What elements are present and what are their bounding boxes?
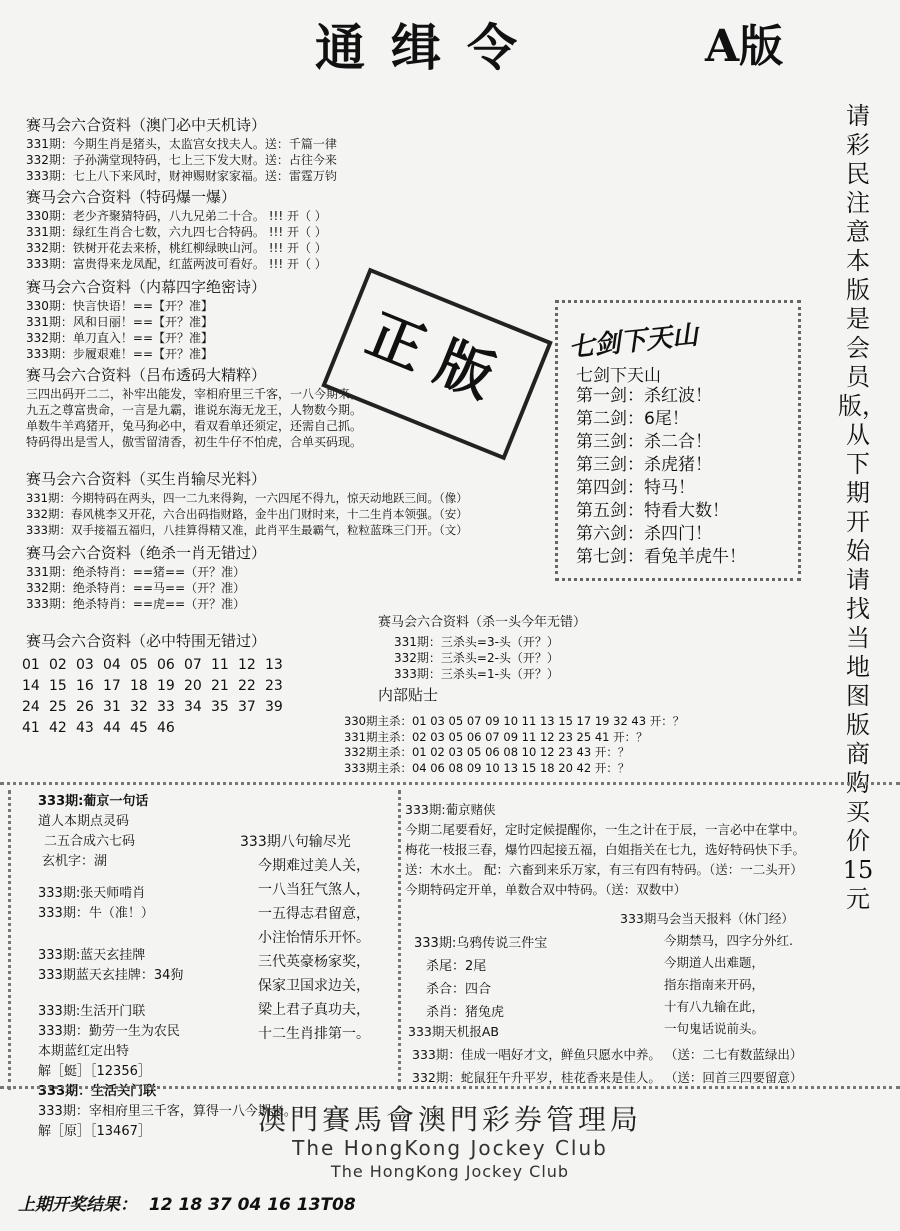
list-item: 一五得志君留意， xyxy=(258,906,370,922)
number-cell: 04 xyxy=(103,657,121,673)
list-item: 第三剑：杀二合！ xyxy=(576,432,712,452)
list-item: 梁上君子真功夫， xyxy=(258,1002,370,1018)
number-cell: 20 xyxy=(184,678,202,694)
list-item: 杀合：四合 xyxy=(426,982,492,997)
section-title: 赛马会六合资料（特码爆一爆） xyxy=(26,188,237,206)
list-item: 333期：步履艰难！==【开？准】 xyxy=(26,347,214,361)
list-item: 第一剑：杀红波！ xyxy=(576,386,712,406)
list-item: 今期二尾要看好，定时定候提醒你，一生之计在于辰，一言必中在掌中。 xyxy=(405,822,806,837)
list-item: 333期：勤劳一生为农民 xyxy=(38,1024,180,1039)
list-item: 第七剑：看兔羊虎牛！ xyxy=(576,547,746,567)
list-item: 333期：宰相府里三千客，算得一八今期来。 xyxy=(38,1104,297,1119)
number-cell: 21 xyxy=(211,678,229,694)
section-insider-tips xyxy=(344,684,685,776)
divider xyxy=(0,1086,900,1089)
section-title: 赛马会六合资料（绝杀一肖无错过） xyxy=(26,544,267,562)
section-tianji-ab xyxy=(408,1020,802,1089)
list-item: 331期：绝杀特肖：==猪==（开？准） xyxy=(26,565,246,579)
section-special-code xyxy=(26,186,327,272)
section-kill-head xyxy=(378,612,586,682)
list-item: 十有八九输在此， xyxy=(664,999,765,1014)
list-item: 一句鬼话说前头。 xyxy=(664,1021,765,1036)
number-cell: 31 xyxy=(103,699,121,715)
block-title: 333期:张天师啃肖 xyxy=(38,886,146,901)
block-title: 333期:葡京一句话 xyxy=(38,794,149,809)
section-title: 赛马会六合资料（吕布透码大精粹） xyxy=(26,366,267,384)
list-item: 332期：铁树开花去来桥，桃红柳绿映山河。 !!! 开（ ） xyxy=(26,241,327,255)
list-item: 333期：双手接福五福归，八挂算得精又准，此肖平生最霸气，粒粒蓝珠三门开。（文） xyxy=(26,523,468,537)
divider xyxy=(398,790,401,1090)
block-title: 333期八句输尽光 xyxy=(240,834,351,850)
list-item: 单数牛羊鸡猪开，兔马狗必中，看双看单还须定，还需自己抓。 xyxy=(26,419,363,433)
list-item: 333期：绝杀特肖：==虎==（开？准） xyxy=(26,597,246,611)
list-item: 332期：绝杀特肖：==马==（开？准） xyxy=(26,581,246,595)
number-cell: 33 xyxy=(157,699,175,715)
list-item: 333期：牛（准！） xyxy=(38,906,154,921)
list-item: 333期主杀：04 06 08 09 10 13 15 18 20 42 开：？ xyxy=(344,760,630,775)
section-special-range xyxy=(26,630,266,652)
seven-swords-box xyxy=(555,300,801,581)
page-title: 通缉令 xyxy=(315,19,543,77)
list-item: 第六剑：杀四门！ xyxy=(576,524,712,544)
list-item: 玄机字：湖 xyxy=(42,854,108,869)
number-cell: 01 xyxy=(22,657,40,673)
list-item: 解［蜓］［12356］ xyxy=(38,1064,151,1079)
last-result xyxy=(18,1190,356,1215)
section-gambler xyxy=(405,800,805,900)
list-item: 第二剑：6尾！ xyxy=(576,409,689,429)
section-title: 赛马会六合资料（杀一头今年无错） xyxy=(378,615,587,630)
section-tianji-poem xyxy=(26,114,337,184)
number-cell: 42 xyxy=(49,720,67,736)
number-cell: 22 xyxy=(238,678,256,694)
list-item: 今期禁马，四字分外红. xyxy=(664,933,793,948)
list-item: 十二生肖排第一。 xyxy=(258,1026,370,1042)
genuine-stamp: 正版 xyxy=(321,268,553,461)
list-item: 指东指南来开码， xyxy=(664,977,765,992)
block-title: 333期天机报AB xyxy=(408,1024,499,1039)
block-title: 333期:生活开门联 xyxy=(38,1004,146,1019)
section-crow-legend xyxy=(414,932,547,1024)
number-cell: 14 xyxy=(22,678,40,694)
block-title: 333期：生活关门联 xyxy=(38,1084,157,1099)
list-item: 333期：佳成一唱好才文，鲜鱼只愿水中养。 （送：二七有数蓝绿出） xyxy=(412,1047,803,1062)
block-title: 333期:葡京赌侠 xyxy=(405,802,496,817)
number-cell: 19 xyxy=(157,678,175,694)
box-subtitle: 七剑下天山 xyxy=(576,366,661,386)
list-item: 332期主杀：01 02 03 05 06 08 10 12 23 43 开：？ xyxy=(344,745,630,759)
list-item: 一八当狂气煞人， xyxy=(258,882,370,898)
number-cell: 32 xyxy=(130,699,148,715)
list-item: 333期蓝天玄挂牌：34狗 xyxy=(38,968,184,983)
number-cell: 07 xyxy=(184,657,202,673)
number-cell: 25 xyxy=(49,699,67,715)
number-cell: 35 xyxy=(211,699,229,715)
section-title: 赛马会六合资料（必中特围无错过） xyxy=(26,632,267,650)
number-cell: 39 xyxy=(265,699,283,715)
section-lubu-code xyxy=(26,364,362,450)
number-cell: 34 xyxy=(184,699,202,715)
edition-label: A版 xyxy=(705,21,784,72)
list-item: 332期：三杀头=2-头（开？） xyxy=(394,651,559,665)
block-title: 333期:蓝天玄挂牌 xyxy=(38,948,146,963)
number-cell: 23 xyxy=(265,678,283,694)
list-item: 特码得出是雪人，傲雪留清香，初生牛仔不怕虎，合单买码现。 xyxy=(26,435,363,449)
list-item: 331期：三杀头=3-头（开？） xyxy=(394,635,559,649)
section-title: 赛马会六合资料（买生肖输尽光料） xyxy=(26,470,267,488)
list-item: 小注怡情乐开怀。 xyxy=(258,930,370,946)
list-item: 331期：今期特码在两头，四一二九来得夠，一六四尾不得九，惊天动地跃三间。（像） xyxy=(26,491,468,505)
number-cell: 03 xyxy=(76,657,94,673)
block-title: 333期马会当天报料（休门经） xyxy=(620,911,794,926)
list-item: 道人本期点灵码 xyxy=(38,814,130,829)
list-item: 保家卫国求边关， xyxy=(258,978,370,994)
section-zodiac xyxy=(26,468,468,538)
list-item: 梅花一枝报三春，爆竹四起接五福，白姐指关在七九，选好特码快下手。 xyxy=(405,842,806,857)
list-item: 333期：富贵得来龙凤配，红蓝两波可看好。 !!! 开（ ） xyxy=(26,257,327,271)
club-name-small: The HongKong Jockey Club xyxy=(330,1162,570,1181)
list-item: 杀尾：2尾 xyxy=(426,959,487,974)
list-item: 二五合成六七码 xyxy=(44,834,136,849)
eight-line-poem xyxy=(240,830,370,1046)
section-title: 赛马会六合资料（内幕四字绝密诗） xyxy=(26,278,267,296)
list-item: 331期主杀：02 03 05 06 07 09 11 12 23 25 41 开：？ xyxy=(344,729,648,744)
list-item: 送：木水土。 配：六畜到来乐万家，有三有四有特码。（送：一二头开） xyxy=(405,862,803,877)
number-cell: 44 xyxy=(103,720,121,736)
block-title: 333期:乌鸦传说三件宝 xyxy=(414,936,548,951)
list-item: 三代英豪杨家奖， xyxy=(258,954,370,970)
number-cell: 16 xyxy=(76,678,94,694)
list-item: 第四剑：特马！ xyxy=(576,478,695,498)
list-item: 331期：绿红生肖合七数，六九四七合特码。 !!! 开（ ） xyxy=(26,225,327,239)
number-cell: 13 xyxy=(265,657,283,673)
list-item: 332期：春风桃李又开花，六合出码指财路，金牛出门财时来，十二生肖本领强。（安） xyxy=(26,507,468,521)
number-cell: 15 xyxy=(49,678,67,694)
number-cell: 18 xyxy=(130,678,148,694)
list-item: 本期蓝红定出特 xyxy=(38,1044,130,1059)
list-item: 今期特码定开单，单数合双中特码。（送：双数中） xyxy=(405,882,687,897)
section-four-char-poem xyxy=(26,276,266,362)
member-notice: 请彩民注意本版是会员版，从下期开始请找当地图版商购买价15元 xyxy=(838,102,886,913)
list-item: 330期主杀：01 03 05 07 09 10 11 13 15 17 19 32 43 开：？ xyxy=(344,714,685,728)
number-cell: 41 xyxy=(22,720,40,736)
number-cell: 05 xyxy=(130,657,148,673)
box-title: 七剑下天山 xyxy=(567,320,700,364)
list-item: 第五剑：特看大数！ xyxy=(576,501,729,521)
number-cell: 26 xyxy=(76,699,94,715)
number-cell: 11 xyxy=(211,657,229,673)
result-label: 上期开奖结果： xyxy=(18,1195,137,1215)
list-item: 332期：单刀直入！==【开？准】 xyxy=(26,331,214,345)
result-value: 12 18 37 04 16 13T08 xyxy=(148,1195,356,1215)
section-title: 赛马会六合资料（澳门必中天机诗） xyxy=(26,116,267,134)
section-kill-zodiac xyxy=(26,542,266,612)
number-cell: 12 xyxy=(238,657,256,673)
list-item: 今期道人出难题， xyxy=(664,955,765,970)
list-item: 330期：快言快语！==【开？准】 xyxy=(26,299,214,313)
number-cell: 43 xyxy=(76,720,94,736)
section-title: 内部贴士 xyxy=(378,686,439,704)
list-item: 今期难过美人关， xyxy=(258,858,370,874)
list-item: 331期：今期生肖是猪头，太监宫女找夫人。送：千篇一律 xyxy=(26,137,337,151)
number-cell: 02 xyxy=(49,657,67,673)
list-item: 三四出码开二二，补牢出能发，宰相府里三千客，一八今期来。 xyxy=(26,387,363,401)
list-item: 333期：三杀头=1-头（开？） xyxy=(394,667,559,681)
divider xyxy=(0,782,900,785)
number-cell: 24 xyxy=(22,699,40,715)
club-name: The HongKong Jockey Club xyxy=(292,1136,608,1160)
list-item: 330期：老少齐聚猜特码，八九兄弟二十合。 !!! 开（ ） xyxy=(26,209,327,223)
list-item: 解［原］［13467］ xyxy=(38,1124,151,1139)
divider xyxy=(8,790,11,1090)
number-cell: 37 xyxy=(238,699,256,715)
list-item: 331期：风和日丽！==【开？准】 xyxy=(26,315,214,329)
list-item: 332期：子孙满堂现特码，七上三下发大财。送：占往今来 xyxy=(26,153,337,167)
list-item: 九五之尊富贵命，一言是九霸，谁说东海无龙王，人物数今期。 xyxy=(26,403,363,417)
number-cell: 17 xyxy=(103,678,121,694)
number-cell: 46 xyxy=(157,720,175,736)
list-item: 杀肖：猪兔虎 xyxy=(426,1005,505,1020)
number-grid xyxy=(22,655,292,739)
number-cell: 45 xyxy=(130,720,148,736)
bureau-name: 澳門賽馬會澳門彩券管理局 xyxy=(257,1103,642,1136)
number-cell: 06 xyxy=(157,657,175,673)
list-item: 第三剑：杀虎猪！ xyxy=(576,455,712,475)
list-item: 332期：蛇鼠狂午升平岁，桂花香来是佳人。 （送：回首三四要留意） xyxy=(412,1070,803,1085)
list-item: 333期：七上八下来风时，财神赐财家家福。送：雷霆万钧 xyxy=(26,169,337,183)
